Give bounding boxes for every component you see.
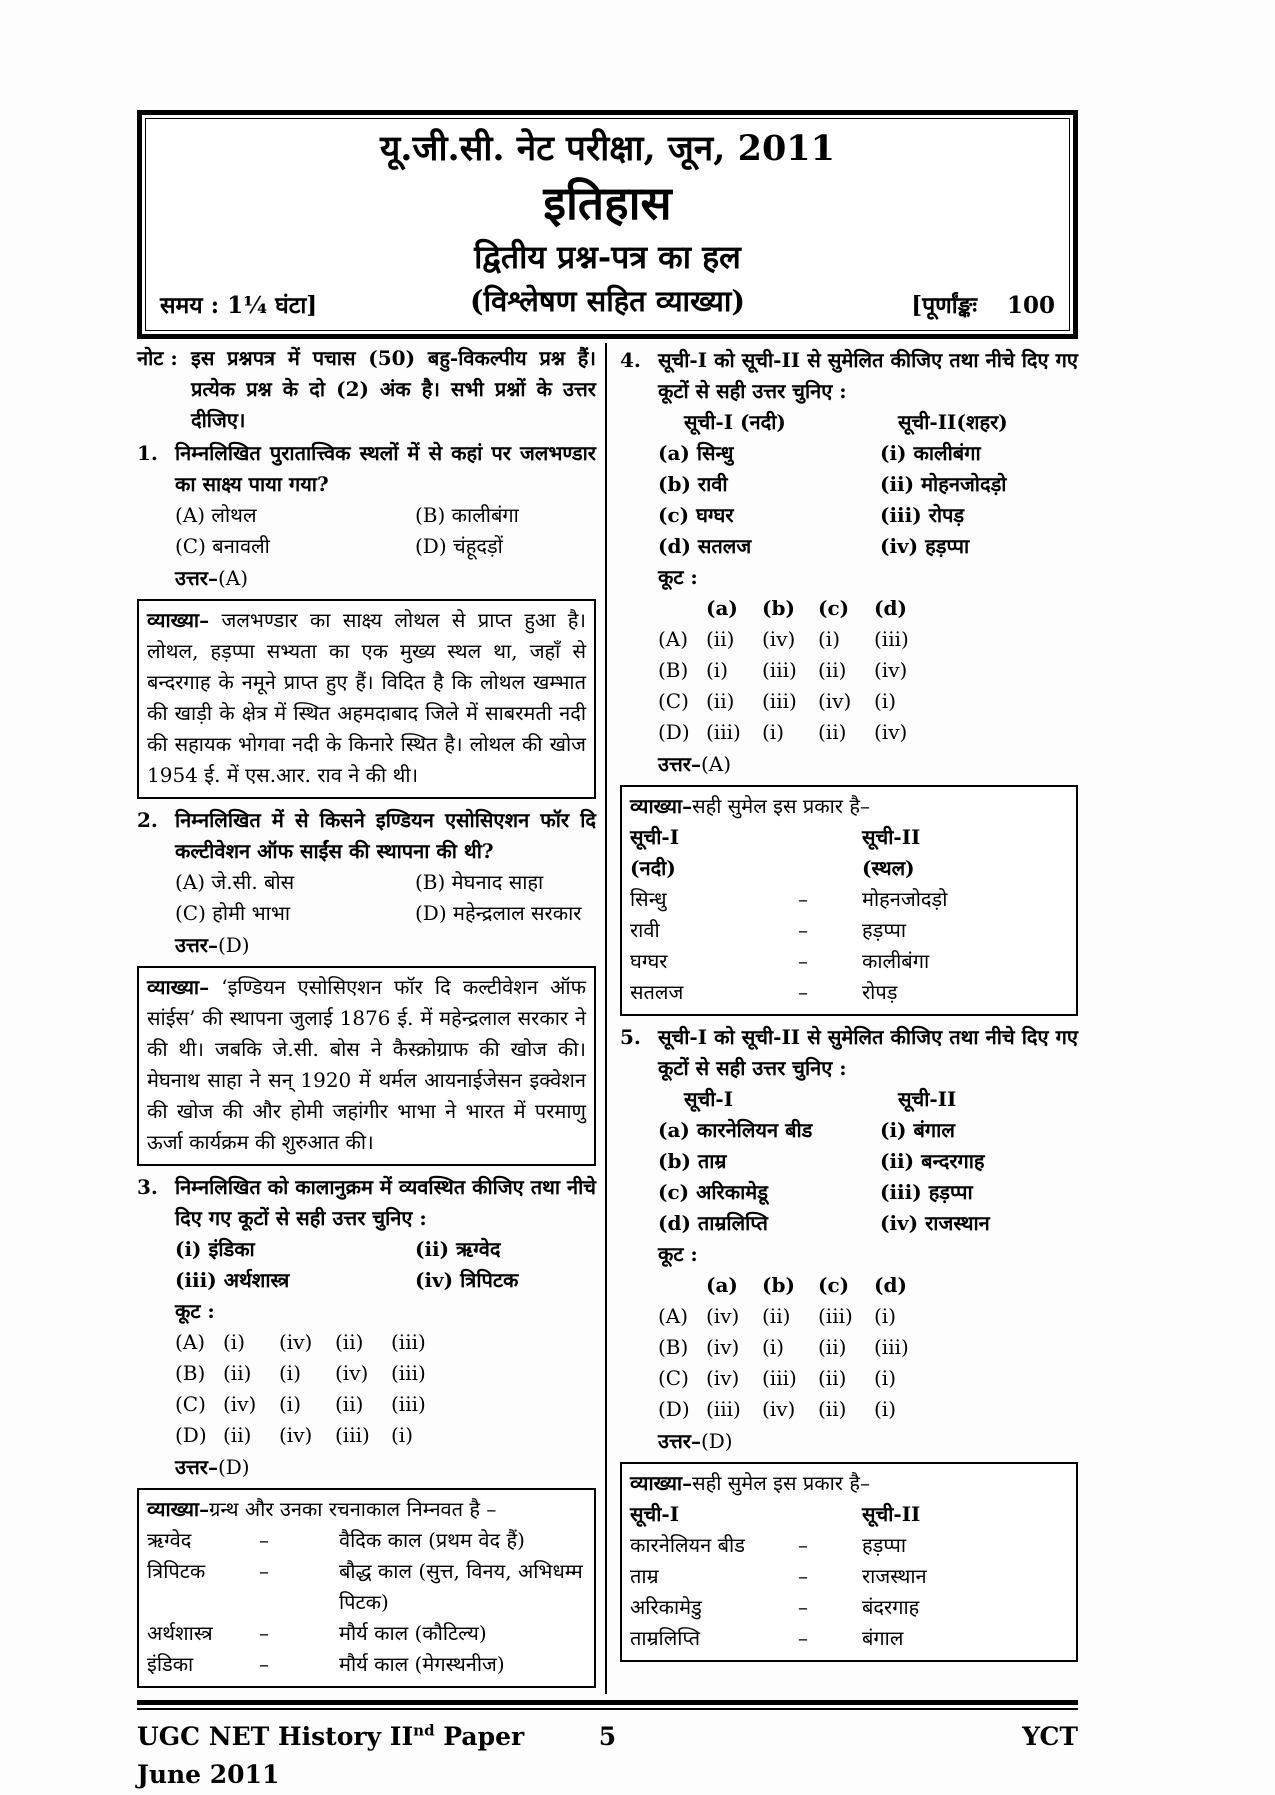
question-text: सूची-I को सूची-II से सुमेलित कीजिए तथा नीचे दिए गए कूटों से सही उत्तर चुनिए : [658,1024,1078,1080]
option-b: (B) कालीबंगा [415,502,519,527]
question-body [175,1172,596,1483]
marks-text: [पूर्णांङ्कः [911,291,977,319]
pair-row: (d) ताम्रलिप्ति (iv) राजस्थान [658,1210,990,1235]
analysis-label: (विश्लेषण सहित व्याख्या) [469,283,746,318]
question-2 [137,805,596,961]
koot-row-c: (C) (iv) (i) (ii) (iii) [175,1391,426,1416]
left-column [137,343,607,1694]
question-text: सूची-I को सूची-II से सुमेलित कीजिए तथा नीचे दिए गए कूटों से सही उत्तर चुनिए : [658,347,1078,403]
item-ii: (ii) ऋग्वेद [415,1236,501,1261]
item-iii: (iii) अर्थशास्त्र [175,1267,290,1292]
time-label: समय : 1¹⁄₄ घंटा] [160,291,318,319]
koot-row-b: (B) (iv) (i) (ii) (iii) [658,1334,909,1359]
list1-header: सूची-I [684,1086,734,1111]
koot-row-d: (D) (iii) (i) (ii) (iv) [658,719,908,744]
table-header: सूची-I सूची-II [630,824,921,849]
question-5 [620,1022,1078,1457]
answer-line: उत्तर–(A) [658,751,732,776]
koot-header: (a) (b) (c) (d) [706,1272,907,1297]
explanation-label: व्याख्या– [147,974,210,999]
koot-label: कूट : [658,564,698,589]
table-subheader: (नदी) (स्थल) [630,855,915,880]
question-text: निम्नलिखित में से किसने इण्डियन एसोसिएशन फॉर दि कल्टीवेशन ऑफ साईंस की स्थापना की थी? [175,807,596,863]
table-row: ऋग्वेद – वैदिक काल (प्रथम वेद हैं) [147,1527,525,1552]
question-body [175,805,596,961]
option-a: (A) लोथल [175,502,257,527]
table-row: घग्घर – कालीबंगा [630,948,930,973]
footer-publisher: YCT [1022,1721,1078,1751]
table-row: कारनेलियन बीड – हड़प्पा [630,1532,907,1557]
options [175,500,596,562]
note-label: नोट : [137,345,178,370]
list2-header: सूची-II(शहर) [898,409,1008,434]
pair-row: (a) सिन्धु (i) कालीबंगा [658,440,981,465]
explanation-text: जलभण्डार का साक्ष्य लोथल से प्राप्त हुआ है। लोथल, हड़प्पा सभ्यता का एक मुख्य स्थल था, जहाँ से बन्दरगाह के नमूने प्राप्त हुए हैं। विदित है कि लोथल खम्भात की खाड़ी के क्षेत्र में स्थित अहमदाबाद जिले में साबरमती नदी की सहायक भोगवा नदी के किनारे स्थित है। लोथल की खोज 1954 ई. में एस.आर. राव ने की थी। [147,607,587,787]
note [137,343,596,436]
list1-header: सूची-I (नदी) [684,409,786,434]
question-number: 3. [137,1174,158,1199]
koot-row-a: (A) (iv) (ii) (iii) (i) [658,1303,897,1328]
option-a: (A) जे.सी. बोस [175,869,295,894]
table-row: ताम्र – राजस्थान [630,1563,927,1588]
table-row: रावी – हड़प्पा [630,917,907,942]
footer-title: UGC NET History IInd Paper June 2011 [137,1721,525,1790]
explanation-box-4 [620,785,1078,1016]
pair-row: (a) कारनेलियन बीड (i) बंगाल [658,1117,955,1142]
header-inner [145,118,1070,331]
answer-line: उत्तर–(D) [175,932,250,957]
table-row: ताम्रलिप्ति – बंगाल [630,1625,904,1650]
question-number: 4. [620,347,641,372]
koot-label: कूट : [658,1241,698,1266]
question-4 [620,345,1078,780]
marks-value: 100 [1006,291,1055,319]
question-1 [137,438,596,594]
page-sheet [137,110,1078,1795]
koot-row-b: (B) (i) (iii) (ii) (iv) [658,657,908,682]
answer-line: उत्तर–(D) [175,1454,250,1479]
option-c: (C) होमी भाभा [175,900,291,925]
question-body [658,345,1078,780]
table-row: अरिकामेडु – बंदरगाह [630,1594,920,1619]
question-number: 5. [620,1024,641,1049]
question-number: 1. [137,440,158,465]
question-number: 2. [137,807,158,832]
pair-row: (b) रावी (ii) मोहनजोदड़ो [658,471,1007,496]
header-box [137,110,1078,339]
paper-subtitle: द्वितीय प्रश्न-पत्र का हल [474,238,741,277]
question-text: निम्नलिखित को कालानुक्रम में व्यवस्थित कीजिए तथा नीचे दिए गए कूटों से सही उत्तर चुनिए : [175,1174,596,1230]
koot-row-a: (A) (ii) (iv) (i) (iii) [658,626,909,651]
footer-rule-thin [137,1708,1078,1710]
pair-row: (d) सतलज (iv) हड़प्पा [658,533,970,558]
options [175,867,596,929]
footer-page-number: 5 [598,1721,617,1751]
option-d: (D) चंहूदड़ों [415,533,503,558]
header-bottom-row [160,279,1055,324]
koot-row-d: (D) (iii) (iv) (ii) (i) [658,1396,897,1421]
list-headers [658,1084,1078,1115]
koot-row-d: (D) (ii) (iv) (iii) (i) [175,1422,414,1447]
table-row: सतलज – रोपड़ [630,979,898,1004]
question-text: निम्नलिखित पुरातात्त्विक स्थलों में से कहां पर जलभण्डार का साक्ष्य पाया गया? [175,440,596,496]
answer-line: उत्तर–(A) [175,565,249,590]
koot-label: कूट : [175,1298,215,1323]
footer-divider [137,1700,1078,1710]
list-headers [658,407,1078,438]
pair-row: (c) अरिकामेडू (iii) हड़प्पा [658,1179,973,1204]
content-columns [137,343,1078,1694]
option-b: (B) मेघनाद साहा [415,869,544,894]
list2-header: सूची-II [898,1086,957,1111]
explanation-intro: व्याख्या–ग्रन्थ और उनका रचनाकाल निम्नवत है – [147,1496,497,1521]
koot-row-c: (C) (ii) (iii) (iv) (i) [658,688,897,713]
question-body [175,438,596,594]
table-row: सिन्धु – मोहनजोदड़ो [630,886,948,911]
explanation-box-3 [137,1488,596,1688]
note-text: इस प्रश्नपत्र में पचास (50) बहु-विकल्पीय प्रश्न हैं। प्रत्येक प्रश्न के दो (2) अंक है। सभी प्रश्नों के उत्तर दीजिए। [191,345,596,432]
item-iv: (iv) त्रिपिटक [415,1267,519,1292]
table-header: सूची-I सूची-II [630,1501,921,1526]
koot-row-a: (A) (i) (iv) (ii) (iii) [175,1329,426,1354]
question-body [658,1022,1078,1457]
explanation-intro: व्याख्या–सही सुमेल इस प्रकार है– [630,793,870,818]
marks-label [815,288,1055,324]
explanation-text: ‘इण्डियन एसोसिएशन फॉर दि कल्टीवेशन ऑफ सांईस’ की स्थापना जुलाई 1876 ई. में महेन्द्रलाल सरकार ने की थी। जबकि जे.सी. बोस ने कैस्क्रोग्राफ की खोज की। मेघनाथ साहा ने सन् 1920 में थर्मल आयनाईजेसन इक्वेशन की खोज की और होमी जहांगीर भाभा ने भारत में परमाणु ऊर्जा कार्यक्रम की शुरुआत की। [147,974,587,1154]
table-row: अर्थशास्त्र – मौर्य काल (कौटिल्य) [147,1620,487,1645]
exam-title: यू.जी.सी. नेट परीक्षा, जून, 2011 [379,128,836,169]
explanation-intro: व्याख्या–सही सुमेल इस प्रकार है– [630,1470,870,1495]
question-3 [137,1172,596,1483]
right-column [607,343,1078,1694]
explanation-box-5 [620,1462,1078,1662]
explanation-box-2 [137,966,596,1166]
koot-row-b: (B) (ii) (i) (iv) (iii) [175,1360,426,1385]
koot-header: (a) (b) (c) (d) [706,595,907,620]
subject-title: इतिहास [543,175,672,230]
pair-row: (b) ताम्र (ii) बन्दरगाह [658,1148,985,1173]
table-row: इंडिका – मौर्य काल (मेगस्थनीज) [147,1651,505,1676]
answer-line: उत्तर–(D) [658,1428,733,1453]
footer [137,1718,1078,1795]
match-pairs [658,1115,1078,1239]
option-d: (D) महेन्द्रलाल सरकार [415,900,582,925]
explanation-label: व्याख्या– [147,607,210,632]
item-i: (i) इंडिका [175,1236,255,1261]
koot-row-c: (C) (iv) (iii) (ii) (i) [658,1365,897,1390]
table-row: त्रिपिटक – बौद्ध काल (सुत्त, विनय, अभिधम्म पिटक) [147,1558,583,1614]
explanation-box-1 [137,599,596,799]
match-pairs [658,438,1078,562]
pair-row: (c) घग्घर (iii) रोपड़ [658,502,965,527]
sequence-items [175,1234,596,1296]
footer-rule-thick [137,1700,1078,1705]
option-c: (C) बनावली [175,533,270,558]
